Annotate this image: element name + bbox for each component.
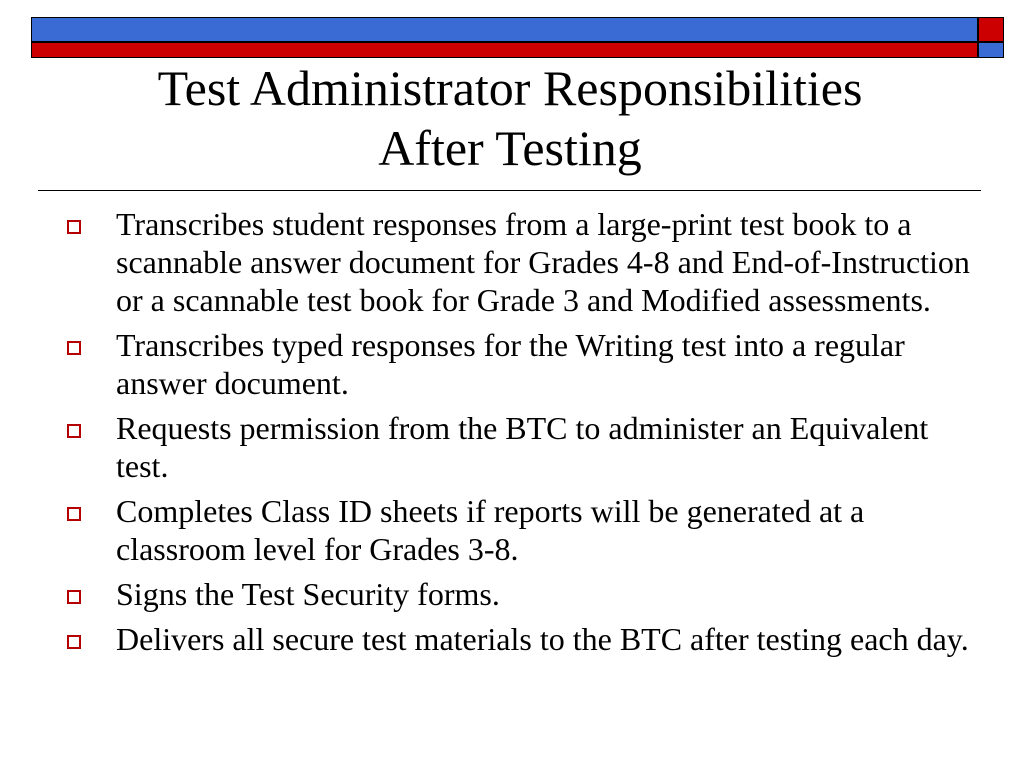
title-divider — [38, 190, 981, 191]
bullet-text: Completes Class ID sheets if reports will be generated at a classroom level for Grades 3-8. — [116, 493, 865, 567]
hollow-square-bullet-icon — [67, 341, 81, 355]
header-blue-square — [978, 42, 1004, 58]
bullet-list — [64, 205, 974, 665]
hollow-square-bullet-icon — [67, 507, 81, 521]
bullet-item — [64, 205, 974, 319]
hollow-square-bullet-icon — [67, 424, 81, 438]
header-red-square — [978, 17, 1004, 42]
bullet-item — [64, 620, 974, 658]
bullet-text: Transcribes typed responses for the Writing test into a regular answer document. — [116, 327, 905, 401]
bullet-text: Delivers all secure test materials to the BTC after testing each day. — [116, 621, 969, 657]
bullet-text: Requests permission from the BTC to administer an Equivalent test. — [116, 410, 929, 484]
slide-title-line-1: Test Administrator Responsibilities — [157, 60, 863, 116]
bullet-text: Transcribes student responses from a large-print test book to a scannable answer document for Grades 4-8 and End-of-Instruction or a scannable test book for Grade 3 and Modified assessments. — [116, 206, 970, 318]
bullet-item — [64, 575, 974, 613]
hollow-square-bullet-icon — [67, 220, 81, 234]
hollow-square-bullet-icon — [67, 590, 81, 604]
bullet-text: Signs the Test Security forms. — [116, 576, 500, 612]
slide-title-line-2: After Testing — [378, 120, 642, 176]
header-blue-bar — [31, 17, 978, 42]
hollow-square-bullet-icon — [67, 635, 81, 649]
bullet-item — [64, 326, 974, 402]
bullet-item — [64, 409, 974, 485]
header-red-bar — [31, 42, 978, 58]
slide-title — [40, 58, 980, 178]
bullet-item — [64, 492, 974, 568]
